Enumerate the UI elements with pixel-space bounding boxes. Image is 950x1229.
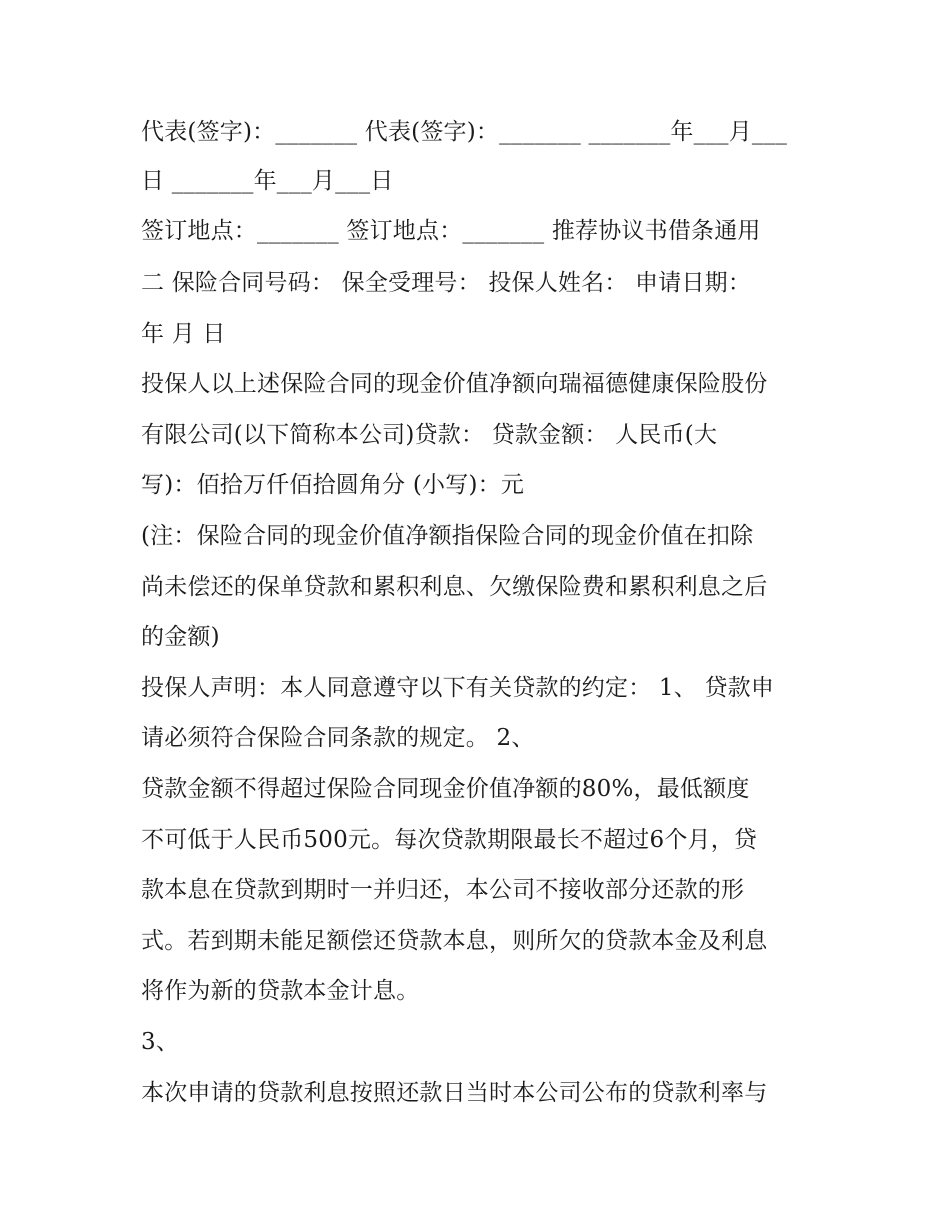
paragraph-line: 投保人以上述保险合同的现金价值净额向瑞福德健康保险股份 <box>141 371 768 397</box>
signature-line-1: 代表(签字)：_______ 代表(签字)：_______ _______年___月___ <box>141 119 788 145</box>
contract-info-line: 二 保险合同号码： 保全受理号： 投保人姓名： 申请日期： <box>141 270 752 296</box>
clause-line: 贷款金额不得超过保险合同现金价值净额的80%，最低额度 <box>141 776 750 802</box>
clause-line: 款本息在贷款到期时一并归还，本公司不接收部分还款的形 <box>141 877 745 903</box>
declaration-line: 请必须符合保险合同条款的规定。 2、 <box>141 725 535 751</box>
note-line: 尚未偿还的保单贷款和累积利息、欠缴保险费和累积利息之后 <box>141 574 768 600</box>
clause-line: 本次申请的贷款利息按照还款日当时本公司公布的贷款利率与 <box>141 1080 768 1106</box>
declaration-line: 投保人声明：本人同意遵守以下有关贷款的约定： 1、 贷款申 <box>141 675 775 701</box>
date-line: 年 月 日 <box>141 321 226 347</box>
note-line: 的金额) <box>141 624 220 650</box>
note-line: (注：保险合同的现金价值净额指保险合同的现金价值在扣除 <box>141 523 754 549</box>
clause-line: 不可低于人民币500元。每次贷款期限最长不超过6个月，贷 <box>141 827 758 853</box>
signature-line-2: 日 _______年___月___日 <box>141 168 394 194</box>
paragraph-line: 有限公司(以下简称本公司)贷款： 贷款金额： 人民币(大 <box>141 422 718 448</box>
clause-line: 将作为新的贷款本金计息。 <box>141 978 420 1004</box>
clause-number: 3、 <box>141 1029 180 1055</box>
signing-place-line: 签订地点：_______ 签订地点：_______ 推荐协议书借条通用 <box>141 218 761 244</box>
clause-line: 式。若到期未能足额偿还贷款本息，则所欠的贷款本金及利息 <box>141 928 768 954</box>
paragraph-line: 写)：佰拾万仟佰拾圆角分 (小写)：元 <box>141 472 525 498</box>
